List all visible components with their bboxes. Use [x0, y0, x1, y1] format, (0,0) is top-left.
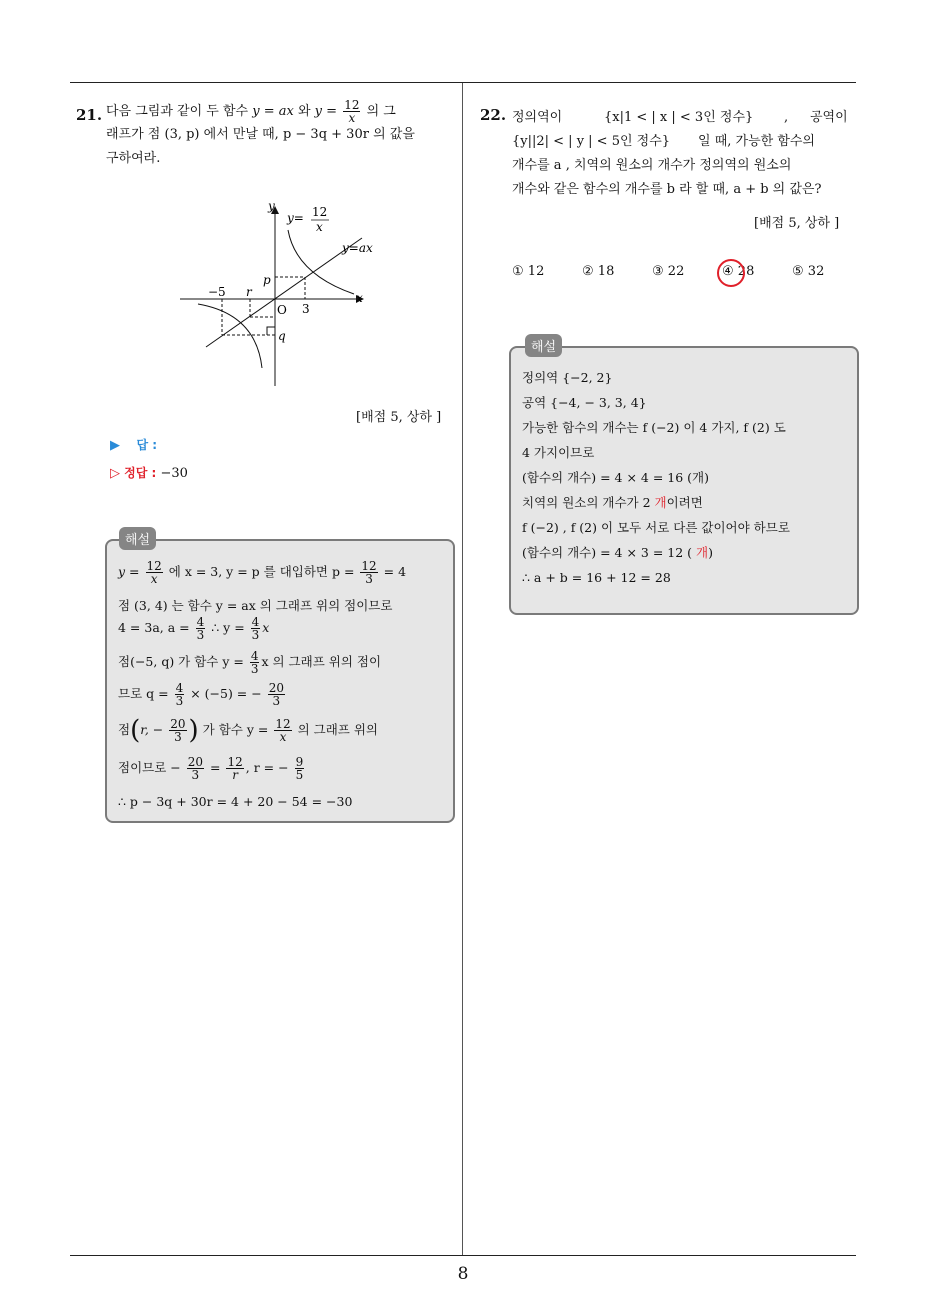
- fraction: $\frac{12}{x}$: [344, 98, 360, 125]
- tick-q-label: q: [278, 329, 286, 343]
- hyperbola-lower-branch: [198, 304, 262, 368]
- fn1-den-label: x: [316, 220, 323, 234]
- fn1-lhs-label: y=: [287, 211, 304, 225]
- choice-3[interactable]: ③ 22: [652, 264, 685, 279]
- question-22-score: [배점 5, 상하 ]: [754, 216, 840, 231]
- correct-label: 정답 :: [124, 466, 157, 480]
- question-21-text: 다음 그림과 같이 두 함수 y = ax 와 y = $\frac{12}{x}$ 의 그 래프가 점 (3, p) 에서 만날 때, p − 3q + 30r 의 값을 구하여라.: [106, 98, 415, 166]
- correct-value: −30: [160, 466, 188, 481]
- solution-body-21: y = $\frac{12}{x}$ 에 x = 3, y = p 를 대입하면 p = $\frac{12}{3}$ = 4 점 (3, 4) 는 함수 y = ax 의 그래프 위의 점이므로 4 = 3a, a = $\frac{4}{3}$ ∴ y = $\frac{4}{3}$ x 점(−5, q) 가 함수 y = $\frac{4}{3}$ x 의 그래프 위의 점이 므로 q = $\frac{4}{3}$ × (−5) = − $\frac{20}{3}$ 점(r, − $\frac{20}{3}$ ) 가 함수 y = $\frac{12}{x}$ 의 그래프 위의 점이므로 − $\frac{20}{3}$ = $\frac{12}{r}$ , r = − $\frac{9}{5}$ ∴ p − 3q + 30r = 4 + 20 − 54 = −30: [118, 559, 407, 809]
- outline-triangle-icon: ▷: [110, 466, 120, 481]
- choice-1[interactable]: ① 12: [512, 264, 545, 279]
- choice-4[interactable]: ④ 28: [722, 264, 754, 279]
- x-axis-label: x: [356, 291, 363, 305]
- answer-label: 답 :: [136, 438, 158, 452]
- choice-5[interactable]: ⑤ 32: [792, 264, 825, 279]
- fn2-label: y=ax: [342, 241, 373, 255]
- tick-3-label: 3: [302, 302, 310, 316]
- answer-row: [110, 436, 157, 453]
- tick-neg5-label: −5: [208, 285, 226, 299]
- question-21-graph: [176, 196, 376, 388]
- top-rule: [70, 82, 856, 83]
- solution-tab-21: 해설: [119, 527, 156, 550]
- hyperbola-upper-branch: [288, 230, 354, 294]
- question-21-number: 21.: [76, 106, 103, 124]
- column-divider: [462, 83, 463, 1255]
- bottom-rule: [70, 1255, 856, 1256]
- tick-p-label: p: [263, 273, 271, 287]
- question-22-text: 정의역이 {x|1 < | x | < 3인 정수} , 공역이 {y||2| < | y | < 5인 정수} 일 때, 가능한 함수의 개수를 a , 치역의 원소의 개수가 정의역의 원소의 개수와 같은 함수의 개수를 b 라 할 때, a + b 의 값은?: [512, 110, 848, 197]
- y-axis-label: y: [268, 199, 275, 213]
- origin-label: O: [277, 303, 287, 317]
- page-number: 8: [457, 1264, 469, 1284]
- play-triangle-icon: ▶: [110, 438, 120, 453]
- question-21-score: [배점 5, 상하 ]: [356, 410, 442, 425]
- solution-body-22: 정의역 {−2, 2} 공역 {−4, − 3, 3, 4} 가능한 함수의 개수는 f (−2) 이 4 가지, f (2) 도 4 가지이므로 (함수의 개수) = 4 × 4 = 16 (개) 치역의 원소의 개수가 2 개이려면 f (−2) , f (2) 이 모두 서로 다른 값이어야 하므로 (함수의 개수) = 4 × 3 = 12 ( 개) ∴ a + b = 16 + 12 = 28: [522, 370, 790, 585]
- selected-circle-mark: [717, 259, 745, 287]
- solution-tab-22: 해설: [525, 334, 562, 357]
- question-22-number: 22.: [480, 106, 507, 124]
- fn1-num-label: 12: [312, 205, 328, 219]
- tick-r-label: r: [246, 285, 252, 299]
- right-angle-marker: [267, 327, 275, 335]
- choice-2[interactable]: ② 18: [582, 264, 615, 279]
- correct-answer-row: [110, 464, 188, 481]
